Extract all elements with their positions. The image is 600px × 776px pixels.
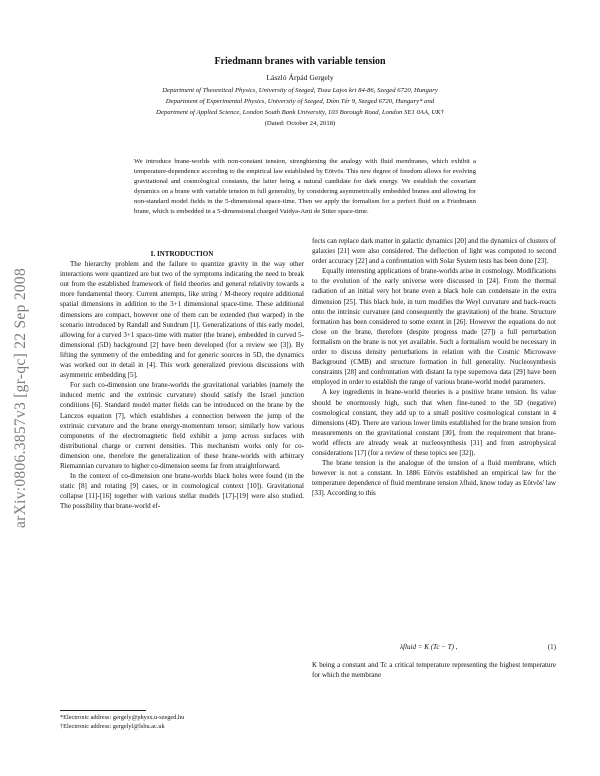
author-name: László Árpád Gergely	[266, 73, 334, 82]
paper-title: Friedmann branes with variable tension	[214, 56, 386, 67]
right-column	[312, 236, 556, 498]
equation-1	[312, 643, 556, 657]
dated-line: (Dated: October 24, 2018)	[264, 120, 336, 127]
equation-body: λfluid = K (Tc − T) ,	[400, 643, 458, 651]
footnote-2: †Electronic address: gergelyl@lsbu.ac.uk	[60, 723, 165, 730]
arxiv-stamp	[10, 208, 32, 588]
affiliation-3: Department of Applied Science, London South Bank University, 103 Borough Road, London SE1 0AA, UK†	[156, 109, 444, 116]
right-paragraph-2: Equally interesting applications of brane-worlds arise in cosmology. Modifications to the evolution of the early universe were discussed in [24]. From the thermal radiation of an initial very hot brane even a black hole can condensate in the extra dimension [25]. This black hole, in turn modifies the Weyl curvature and back-reacts onto the intrinsic curvature (and consequently the gravitation) of the brane. Structure formation has been considered to some extent in [26]. However the equations do not close on the brane, therefore (despite progress made [27]) a full perturbation formalism on the brane is not yet available. Such a formalism would be necessary in order to discuss density perturbations in relation with the Cosmic Microwave Background (CMB) and structure formation in full generality. Nucleosynthesis constraints [28] and confrontation with distant Ia type supernova data [29] have been employed in order to establish the range of various brane-world model parameters.	[312, 267, 556, 387]
right-paragraph-3: A key ingredients in brane-world theories is a positive brane tension. Its value should be enormously high, such that when fine-tuned to the 5D (negative) cosmological constant, they add up to a small positive cosmological constant in 4 dimensions (4D). There are various lower limits established for the brane tension from measurements on the gravitational constant [30], from the requirement that brane-world effects are already weak at nucleosynthesis [31] and from astrophysical considerations [17] (for a review of these topics see [32]).	[312, 388, 556, 457]
left-paragraph-3: In the context of co-dimension one brane-worlds black holes were found (in the static [8] and rotating [9] cases, or in cosmological context [10]). Gravitational collapse [11]-[16] together with various stellar models [17]-[19] were also studied. The possibility that brane-world ef-	[60, 472, 304, 511]
right-paragraph-after-equation: K being a constant and Tc a critical temperature representing the highest temperature for which the membrane	[312, 661, 556, 680]
equation-number: (1)	[547, 643, 556, 651]
affiliation-2: Department of Experimental Physics, University of Szeged, Dóm Tér 9, Szeged 6720, Hungary* and	[165, 98, 435, 105]
footnote-rule	[60, 710, 146, 711]
right-paragraph-4: The brane tension is the analogue of the tension of a fluid membrane, which however is not a constant. In 1886 Eötvös established an empirical law for the temperature dependence of fluid membrane tension λfluid, know today as Eötvös' law [33]. According to this	[312, 459, 556, 498]
footnote-1: *Electronic address: gergely@physx.u-szeged.hu	[60, 714, 185, 721]
left-paragraph-2: For such co-dimension one brane-worlds the gravitational variables (namely the induced metric and the extrinsic curvature) should satisfy the Israel junction conditions [6]. Standard model matter fields can be introduced on the brane by the Lanczos equation [7], which establishes a connection between the jump of the extrinsic curvature and the brane energy-momentum tensor; similarly how various components of the electromagnetic field exhibit a jump across surfaces with distributional charge or current densities. This mechanism works only for co-dimension one, therefore the generalization of these brane-worlds with arbitrary Riemannian curvature to higher co-dimension seems far from straightforward.	[60, 381, 304, 470]
left-column	[60, 249, 304, 511]
arxiv-id: arXiv:0806.3857v3 [gr-qc] 22 Sep 2008	[12, 267, 29, 529]
right-paragraph-1: fects can replace dark matter in galactic dynamics [20] and the dynamics of clusters of galaxies [21] were also considered. The deflection of light was computed to second order accuracy [22] and a confrontation with Solar System tests has been done [23].	[312, 237, 556, 266]
affiliation-1: Department of Theoretical Physics, University of Szeged, Tisza Lajos krt 84-86, Szeged 6720, Hungary	[162, 87, 438, 94]
abstract: We introduce brane-worlds with non-constant tension, strenghtening the analogy with fluid membranes, which exhibit a temperature-dependence according to the empirical law established by Eötvös. This new degree of freedom allows for evolving gravitational and cosmological constants, the latter being a natural candidate for dark energy. We establish the covariant dynamics on a brane with variable tension in full generality, by considering asymmetrically embedded branes and allowing for non-standard model fields in the 5-dimensional space-time. Then we apply the formalism for a perfect fluid on a Friedmann brane, which is embedded in a 5-dimensional charged Vaidya-Anti de Sitter space-time.	[134, 158, 476, 216]
left-paragraph-1: The hierarchy problem and the failure to quantize gravity in the way other interactions were quantized are but two of the symptoms indicating the need to break out from the established framework of field theories and general relativity towards a more fundamental theory. Current attempts, like string / M-theory require additional spatial dimensions in addition to the 3+1 dimensional space-time. These additional dimensions are compact, however one of them can be extended (but warped) in the scenario introduced by Randall and Sundrum [1]. Generalizations of this early model, allowing for a curved 3+1 space-time with matter (the brane), embedded in curved 5-dimensional (5D) background [2] have been developed (for a review see [3]). By lifting the symmetry of the embedding and for generic sources in 5D, the dynamics was worked out in detail in [4]. This work generalized previous discussions with asymmetric embedding [5].	[60, 260, 304, 380]
section-heading: I. INTRODUCTION	[150, 250, 214, 258]
